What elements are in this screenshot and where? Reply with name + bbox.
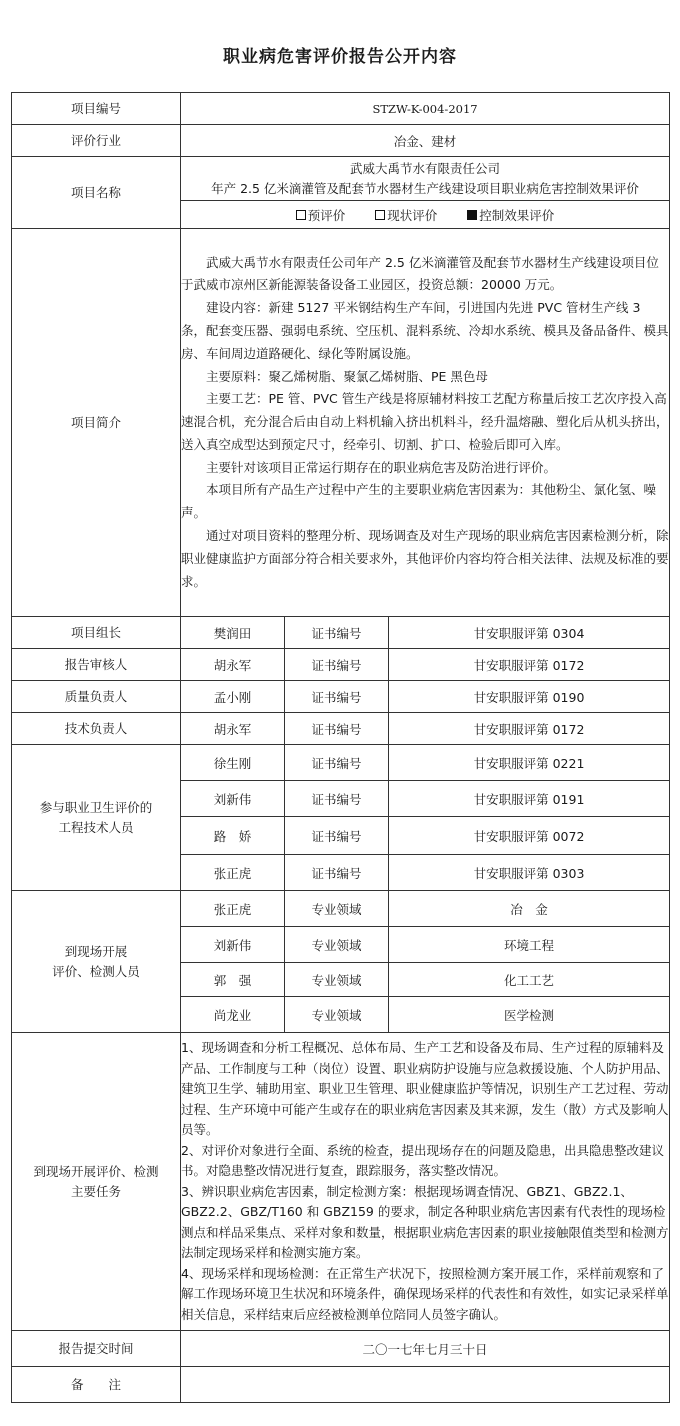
project-no-value: STZW-K-004-2017 xyxy=(181,93,670,125)
document-title: 职业病危害评价报告公开内容 xyxy=(223,47,457,67)
staff-role: 技术负责人 xyxy=(12,713,181,745)
summary-paragraph: 主要针对该项目正常运行期存在的职业病危害及防治进行评价。 xyxy=(206,459,557,475)
checkbox-checked-icon xyxy=(467,210,477,220)
row-project-name xyxy=(12,157,670,201)
industry-value: 冶金、建材 xyxy=(181,125,670,157)
cert-label: 证书编号 xyxy=(285,745,389,781)
submit-date-label: 报告提交时间 xyxy=(12,1331,181,1367)
participant-name: 徐生刚 xyxy=(181,745,285,781)
cert-number: 甘安职服评第 0172 xyxy=(389,649,670,681)
staff-row xyxy=(12,681,670,713)
summary-text xyxy=(181,229,670,617)
cert-number: 甘安职服评第 0304 xyxy=(389,617,670,649)
staff-role: 质量负责人 xyxy=(12,681,181,713)
cert-label: 证书编号 xyxy=(285,817,389,855)
staff-role: 项目组长 xyxy=(12,617,181,649)
cert-number: 甘安职服评第 0072 xyxy=(389,817,670,855)
row-industry xyxy=(12,125,670,157)
submit-date-value: 二〇一七年七月三十日 xyxy=(181,1331,670,1367)
project-name-cell xyxy=(181,157,670,201)
staff-role: 报告审核人 xyxy=(12,649,181,681)
staff-name: 孟小刚 xyxy=(181,681,285,713)
field-label: 专业领域 xyxy=(285,963,389,997)
checkbox-icon xyxy=(296,210,306,220)
participant-name: 张正虎 xyxy=(181,855,285,891)
industry-label: 评价行业 xyxy=(12,125,181,157)
cert-label: 证书编号 xyxy=(285,617,389,649)
row-tasks xyxy=(12,1033,670,1331)
field-staff-name: 尚龙业 xyxy=(181,997,285,1033)
field-value: 环境工程 xyxy=(389,927,670,963)
participant-name: 路 娇 xyxy=(181,817,285,855)
tasks-label: 到现场开展评价、检测 主要任务 xyxy=(12,1033,181,1331)
row-remarks xyxy=(12,1367,670,1403)
field-label: 专业领域 xyxy=(285,927,389,963)
cert-number: 甘安职服评第 0190 xyxy=(389,681,670,713)
eval-type-options xyxy=(181,206,669,224)
field-staff-name: 张正虎 xyxy=(181,891,285,927)
cert-number: 甘安职服评第 0221 xyxy=(389,745,670,781)
task-item: 3、辨识职业病危害因素，制定检测方案：根据现场调查情况、GBZ1、GBZ2.1、GBZ2.2、GBZ/T160 和 GBZ159 的要求，制定各种职业病危害因素有代表性的现场检测点和样品采集点、采样对象和数量，根据职业病危害因素的职业接触限值类型和检测方法制定现场采样和检测实施方案。 xyxy=(181,1183,669,1260)
field-staff-label: 到现场开展 评价、检测人员 xyxy=(12,891,181,1033)
summary-paragraph: 建设内容：新建 5127 平米钢结构生产车间，引进国内先进 PVC 管材生产线 3 条，配套变压器、强弱电系统、空压机、混料系统、冷却水系统、模具及备品备件、模具房、车间周边道路硬化、绿化等附属设施。 xyxy=(181,300,669,361)
cert-label: 证书编号 xyxy=(285,649,389,681)
summary-paragraph: 本项目所有产品生产过程中产生的主要职业病危害因素为：其他粉尘、氯化氢、噪声。 xyxy=(181,482,657,521)
cert-number: 甘安职服评第 0191 xyxy=(389,781,670,817)
cert-number: 甘安职服评第 0172 xyxy=(389,713,670,745)
participant-name: 刘新伟 xyxy=(181,781,285,817)
summary-paragraph: 主要工艺：PE 管、PVC 管生产线是将原辅材料按工艺配方称量后按工艺次序投入高速混合机，充分混合后由自动上料机输入挤出机料斗，经升温熔融、塑化后从机头挤出，送入真空成型达到预定尺寸，经牵引、切割、扩口、检验后即可入库。 xyxy=(181,391,669,452)
company-name: 武威大禹节水有限责任公司 xyxy=(350,160,501,176)
remarks-label: 备 注 xyxy=(12,1367,181,1403)
staff-row xyxy=(12,617,670,649)
remarks-value xyxy=(181,1367,670,1403)
summary-label: 项目简介 xyxy=(12,229,181,617)
staff-name: 胡永军 xyxy=(181,649,285,681)
staff-name: 胡永军 xyxy=(181,713,285,745)
field-staff-name: 郭 强 xyxy=(181,963,285,997)
staff-name: 樊润田 xyxy=(181,617,285,649)
summary-paragraph: 主要原料：聚乙烯树脂、聚氯乙烯树脂、PE 黑色母 xyxy=(206,368,488,384)
field-label: 专业领域 xyxy=(285,891,389,927)
cert-number: 甘安职服评第 0303 xyxy=(389,855,670,891)
eval-type-status[interactable]: 现状评价 xyxy=(375,206,437,224)
field-value: 化工工艺 xyxy=(389,963,670,997)
field-staff-row xyxy=(12,891,670,927)
field-label: 专业领域 xyxy=(285,997,389,1033)
participants-label: 参与职业卫生评价的 工程技术人员 xyxy=(12,745,181,891)
staff-row xyxy=(12,649,670,681)
eval-type-control[interactable]: 控制效果评价 xyxy=(467,206,554,224)
staff-row xyxy=(12,713,670,745)
task-item: 4、现场采样和现场检测：在正常生产状况下，按照检测方案开展工作，采样前观察和了解工作现场环境卫生状况和环境条件，确保现场采样的代表性和有效性，如实记录采样单相关信息，采样结束后应经被检测单位陪同人员签字确认。 xyxy=(181,1265,669,1322)
field-value: 冶 金 xyxy=(389,891,670,927)
project-name-label: 项目名称 xyxy=(12,157,181,229)
project-no-label: 项目编号 xyxy=(12,93,181,125)
summary-paragraph: 通过对项目资料的整理分析、现场调查及对生产现场的职业病危害因素检测分析，除职业健康监护方面部分符合相关要求外，其他评价内容均符合相关法律、法规及标准的要求。 xyxy=(181,528,669,589)
field-value: 医学检测 xyxy=(389,997,670,1033)
eval-type-cell xyxy=(181,201,670,229)
cert-label: 证书编号 xyxy=(285,681,389,713)
eval-type-pre[interactable]: 预评价 xyxy=(296,206,346,224)
row-summary xyxy=(12,229,670,617)
task-item: 1、现场调查和分析工程概况、总体布局、生产工艺和设备及布局、生产过程的原辅料及产品、工作制度与工种（岗位）设置、职业病防护设施与应急救援设施、个人防护用品、建筑卫生学、辅助用室、职业卫生管理、职业健康监护等情况，识别生产工艺过程、劳动过程、生产环境中可能产生或存在的职业病危害因素及其来源，发生（散）方式及影响人员等。 xyxy=(181,1040,669,1137)
report-table xyxy=(11,92,670,1403)
task-item: 2、对评价对象进行全面、系统的检查，提出现场存在的问题及隐患，出具隐患整改建议书。对隐患整改情况进行复查，跟踪服务，落实整改情况。 xyxy=(181,1142,664,1178)
cert-label: 证书编号 xyxy=(285,713,389,745)
cert-label: 证书编号 xyxy=(285,855,389,891)
project-name: 年产 2.5 亿米滴灌管及配套节水器材生产线建设项目职业病危害控制效果评价 xyxy=(211,180,639,196)
tasks-text xyxy=(181,1033,670,1331)
field-staff-name: 刘新伟 xyxy=(181,927,285,963)
row-submit-date xyxy=(12,1331,670,1367)
participant-row xyxy=(12,745,670,781)
summary-paragraph: 武威大禹节水有限责任公司年产 2.5 亿米滴灌管及配套节水器材生产线建设项目位于武威市凉州区新能源装备设备工业园区，投资总额：20000 万元。 xyxy=(181,254,659,293)
cert-label: 证书编号 xyxy=(285,781,389,817)
checkbox-icon xyxy=(375,210,385,220)
row-project-no xyxy=(12,93,670,125)
